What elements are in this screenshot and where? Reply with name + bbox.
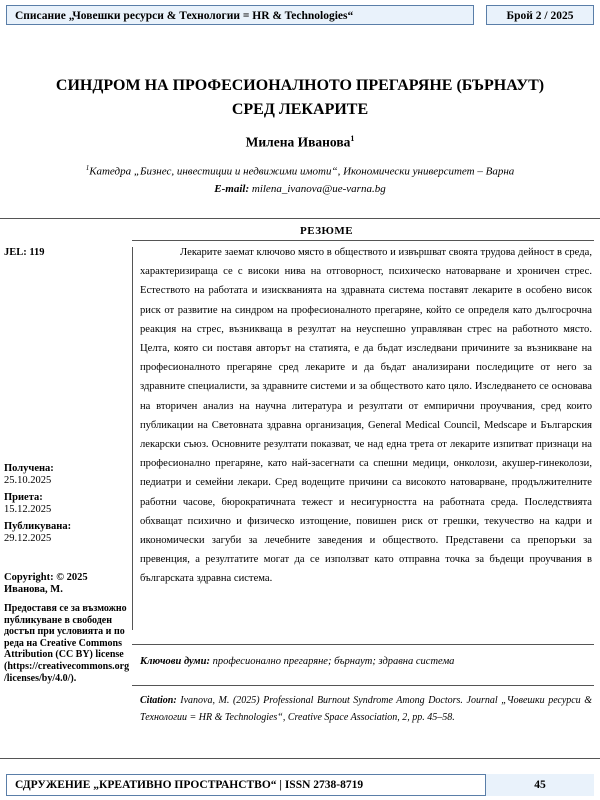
citation-divider <box>132 685 594 686</box>
received-label: Получена: <box>4 463 54 474</box>
keywords-label: Ключови думи: <box>140 656 210 667</box>
published-label: Публикувана: <box>4 521 72 532</box>
received-block <box>4 463 130 487</box>
affiliation-sup: 1 <box>85 164 90 172</box>
copyright: Copyright: © 2025 Иванова, М. <box>4 572 88 595</box>
accepted-block <box>4 492 130 516</box>
title-line-2: СРЕД ЛЕКАРИТЕ <box>231 101 369 118</box>
keywords-text: професионално прегаряне; бърнаут; здравна система <box>212 656 455 667</box>
author-sup: 1 <box>350 134 355 143</box>
accepted-date: 15.12.2025 <box>4 504 52 515</box>
top-divider <box>0 218 600 219</box>
affiliation-text: Катедра „Бизнес, инвестиции и недвижими имоти“, Икономически университет – Варна <box>89 165 515 178</box>
published-date: 29.12.2025 <box>4 533 52 544</box>
citation <box>140 692 592 726</box>
page-number: 45 <box>485 774 594 796</box>
author <box>0 134 600 151</box>
title-line-1: СИНДРОМ НА ПРОФЕСИОНАЛНОТО ПРЕГАРЯНЕ (БЪРНАУТ) <box>55 77 545 94</box>
issue-badge: Брой 2 / 2025 <box>486 5 594 25</box>
jel-code: JEL: 119 <box>4 247 45 258</box>
keywords-divider <box>132 644 594 645</box>
published-block <box>4 521 130 545</box>
resume-heading: РЕЗЮМЕ <box>300 225 354 237</box>
resume-divider <box>132 240 594 241</box>
affiliation <box>0 164 600 178</box>
abstract-text: Лекарите заемат ключово място в обществото и извършват своята трудова дейност в среда, характеризираща се с високи нива на отговорност, психическо натоварване и хроничен стрес. Естеството на работата и изискванията на здравната система поставят лекарите в особено висок риск от развитие на синдром на професионалното прегаряне, който се определя като дългосрочна реакция на стрес, възникваща в резултат на неуспешно управляван стрес на работното място. Целта, която си поставя авторът на статията, е да бъдат изследвани причините за възникване на професионалното прегаряне сред лекарите и да бъдат анализирани последиците от него за здравните специалисти, за здравните системи и за обществото като цяло. Изследването се основава на вторичен анализ на научна литература и резултати от емпирични проучвания, сред които публикации на Световната здравна организация, General Medical Council, Medscape и Българския лекарски съюз. Основните резултати показват, че над една трета от лекарите изпитват признаци на професионално прегаряне, като най-засегнати са спешни медици, онколози, акушер-гинеколози, педиатри и семейни лекари. Сред водещите причини са високото натоварване, продължителните работни часове, бюрократичната тежест и несигурността на работната среда. Последствията обхващат психично и физическо изтощение, повишен риск от грешки, текучество на кадри и икономически загуби за лечебните заведения и обществото. Представени са препоръки за превенция, а резултатите могат да се използват като отправна точка за бъдещи проучвания в българската здравна система. <box>140 247 592 585</box>
email-value[interactable]: milena_ivanova@ue-varna.bg <box>251 183 386 195</box>
author-email <box>0 183 600 195</box>
accepted-label: Приета: <box>4 492 43 503</box>
author-name: Милена Иванова <box>245 134 351 150</box>
email-label: E-mail: <box>214 183 250 195</box>
footer <box>6 774 594 796</box>
column-divider <box>132 247 133 630</box>
license-text: Предоставя се за възможно публикуване в свободен достъп при условията и по реда на Creative Commons Attribution (CC BY) license (https://creativecommons.org/licenses/by/4.0/). <box>4 603 130 684</box>
citation-label: Citation: <box>140 695 177 706</box>
citation-text: Ivanova, M. (2025) Professional Burnout Syndrome Among Doctors. Journal „Човешки ресурси & Технологии = HR & Technologies“, Creative Space Association, 2, pp. 45–58. <box>140 695 592 723</box>
received-date: 25.10.2025 <box>4 475 52 486</box>
keywords <box>140 656 592 667</box>
footer-text: СДРУЖЕНИЕ „КРЕАТИВНО ПРОСТРАНСТВО“ | ISSN 2738-8719 <box>15 779 364 791</box>
footer-divider <box>0 758 600 759</box>
article-title <box>0 74 600 122</box>
journal-header: Списание „Човешки ресурси & Технологии = HR & Technologies“ <box>6 5 474 25</box>
